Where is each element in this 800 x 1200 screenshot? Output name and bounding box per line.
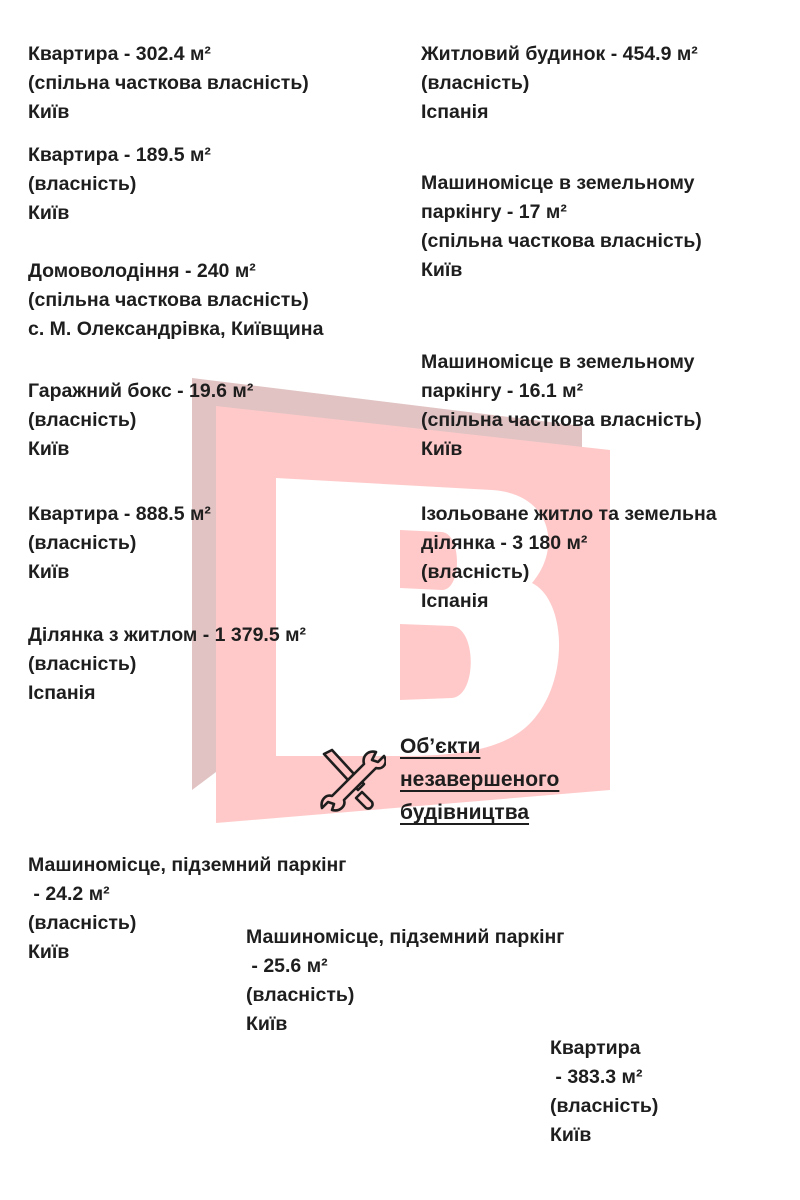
property-card [28,621,306,708]
property-card [28,257,323,344]
property-card [421,40,698,127]
construction-label-line3: будівництва [400,801,530,824]
property-location: Іспанія [421,590,489,612]
property-card [550,1034,658,1150]
property-title-line2: паркінгу - 16.1 м² [421,380,584,402]
property-ownership: (власність) [246,984,355,1006]
property-title-line1: Машиномісце в земельному [421,172,695,194]
construction-label-line1: Об’єкти [400,735,481,758]
property-card [421,348,702,464]
property-title: Гаражний бокс - 19.6 м² [28,380,254,402]
property-location: Київ [28,101,70,123]
property-card [28,377,253,464]
property-title: Квартира - 302.4 м² [28,43,211,65]
construction-label-line2: незавершеного [400,768,560,791]
property-location: Київ [421,438,463,460]
property-ownership: (спільна часткова власність) [28,289,309,311]
unfinished-construction-link[interactable] [400,730,559,829]
property-ownership: (власність) [28,653,137,675]
property-location: Київ [28,561,70,583]
property-title-line2: - 25.6 м² [246,955,328,977]
property-title-line1: Ізольоване житло та земельна [421,503,717,525]
tools-icon [318,746,386,814]
property-title-line1: Машиномісце в земельному [421,351,695,373]
property-location: Київ [28,941,70,963]
property-ownership: (спільна часткова власність) [421,409,702,431]
property-location: Київ [28,202,70,224]
property-card [28,500,211,587]
property-location: Іспанія [28,682,96,704]
property-location: Київ [28,438,70,460]
property-ownership: (власність) [28,173,137,195]
property-card [28,141,211,228]
property-location: Київ [421,259,463,281]
property-location: Київ [550,1124,592,1146]
property-title-line2: - 383.3 м² [550,1066,643,1088]
property-card [421,500,717,616]
property-card [421,169,702,285]
property-ownership: (спільна часткова власність) [28,72,309,94]
property-location: Київ [246,1013,288,1035]
property-card [246,923,564,1039]
property-ownership: (власність) [28,912,137,934]
property-title-line2: паркінгу - 17 м² [421,201,567,223]
property-title: Домоволодіння - 240 м² [28,260,256,282]
property-ownership: (власність) [28,409,137,431]
property-title-line1: Квартира [550,1037,641,1059]
property-title-line2: ділянка - 3 180 м² [421,532,588,554]
property-location: с. М. Олександрівка, Київщина [28,318,324,340]
property-card [28,40,309,127]
property-ownership: (власність) [550,1095,659,1117]
property-ownership: (спільна часткова власність) [421,230,702,252]
property-title-line1: Машиномісце, підземний паркінг [28,854,347,876]
property-title: Житловий будинок - 454.9 м² [421,43,698,65]
property-title-line2: - 24.2 м² [28,883,110,905]
property-ownership: (власність) [421,561,530,583]
property-location: Іспанія [421,101,489,123]
property-ownership: (власність) [28,532,137,554]
property-title: Квартира - 189.5 м² [28,144,211,166]
property-ownership: (власність) [421,72,530,94]
property-title: Квартира - 888.5 м² [28,503,211,525]
property-title: Ділянка з житлом - 1 379.5 м² [28,624,307,646]
property-title-line1: Машиномісце, підземний паркінг [246,926,565,948]
